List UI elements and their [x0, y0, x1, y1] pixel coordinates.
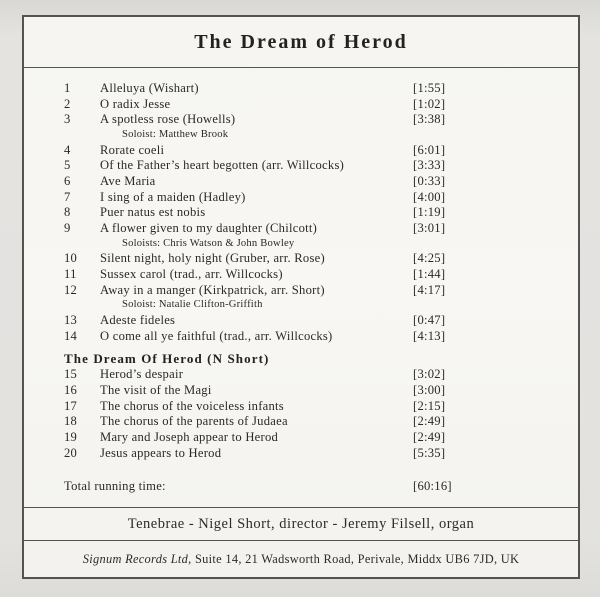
track-row	[64, 174, 570, 190]
track-time: [0:47]	[413, 312, 446, 327]
track-number: 20	[64, 445, 78, 460]
performers-credit: Tenebrae - Nigel Short, director - Jeremy Filsell, organ	[127, 515, 475, 532]
track-title: O come all ye faithful (trad., arr. Willcocks)	[100, 328, 333, 343]
track-row	[64, 267, 570, 283]
track-row	[64, 112, 570, 128]
track-number: 14	[64, 328, 78, 343]
tray-card	[22, 15, 580, 579]
track-row	[64, 329, 570, 345]
track-row	[64, 414, 570, 430]
track-title: Away in a manger (Kirkpatrick, arr. Short)	[100, 282, 325, 297]
track-title: Ave Maria	[100, 174, 156, 189]
track-time: [3:38]	[413, 112, 446, 127]
track-time: [1:02]	[413, 96, 446, 111]
track-time: [2:49]	[413, 430, 446, 445]
track-time: [4:00]	[413, 189, 446, 204]
track-time: [2:49]	[413, 414, 446, 429]
publisher-band	[24, 541, 578, 577]
track-row	[64, 383, 570, 399]
track-row	[64, 313, 570, 329]
track-time: [5:35]	[413, 445, 446, 460]
track-time: [4:17]	[413, 282, 446, 297]
track-row	[64, 283, 570, 299]
track-number: 2	[64, 96, 71, 111]
track-row	[64, 367, 570, 383]
track-time: [4:13]	[413, 328, 446, 343]
track-time: [2:15]	[413, 398, 446, 413]
track-number: 13	[64, 312, 78, 327]
track-number: 19	[64, 430, 78, 445]
track-title: Puer natus est nobis	[100, 205, 206, 220]
publisher-address: , Suite 14, 21 Wadsworth Road, Perivale, Middx UB6 7JD, UK	[188, 551, 520, 566]
soloist-credit: Soloist: Matthew Brook	[122, 129, 229, 141]
title-band	[24, 17, 578, 68]
track-row	[64, 205, 570, 221]
track-number: 5	[64, 158, 71, 173]
track-list-part2	[64, 367, 570, 461]
publisher-line	[83, 552, 520, 567]
track-number: 9	[64, 221, 71, 236]
track-title: Herod’s despair	[100, 367, 184, 382]
track-title: A flower given to my daughter (Chilcott)	[100, 221, 318, 236]
track-time: [3:00]	[413, 383, 446, 398]
track-number: 3	[64, 112, 71, 127]
track-time: [0:33]	[413, 174, 446, 189]
track-number: 6	[64, 174, 71, 189]
track-row	[64, 81, 570, 97]
track-row	[64, 97, 570, 113]
track-number: 4	[64, 142, 71, 157]
total-running-time-value: [60:16]	[413, 478, 452, 493]
track-time: [3:33]	[413, 158, 446, 173]
track-time: [4:25]	[413, 251, 446, 266]
track-row	[64, 158, 570, 174]
track-title: Jesus appears to Herod	[100, 445, 222, 460]
track-time: [1:44]	[413, 267, 446, 282]
track-number: 18	[64, 414, 78, 429]
track-number: 17	[64, 398, 78, 413]
track-number: 8	[64, 205, 71, 220]
section-heading: The Dream Of Herod (N Short)	[64, 351, 270, 367]
track-row	[64, 143, 570, 159]
soloist-credit: Soloist: Natalie Clifton-Griffith	[122, 299, 263, 311]
total-running-time-row	[64, 479, 570, 495]
track-title: Adeste fideles	[100, 312, 176, 327]
track-time: [6:01]	[413, 142, 446, 157]
track-title: A spotless rose (Howells)	[100, 112, 236, 127]
track-number: 7	[64, 189, 71, 204]
album-title: The Dream of Herod	[194, 30, 408, 53]
track-row	[64, 430, 570, 446]
track-number: 12	[64, 282, 78, 297]
credits-band	[24, 508, 578, 541]
publisher-name: Signum Records Ltd	[82, 551, 189, 566]
track-row	[64, 251, 570, 267]
track-list-part1	[64, 81, 570, 344]
track-title: Mary and Joseph appear to Herod	[100, 430, 279, 445]
soloist-credit: Soloists: Chris Watson & John Bowley	[122, 237, 295, 249]
track-number: 16	[64, 383, 78, 398]
track-number: 11	[64, 267, 77, 282]
track-title: O radix Jesse	[100, 96, 171, 111]
track-title: Alleluya (Wishart)	[100, 81, 199, 95]
track-title: Silent night, holy night (Gruber, arr. Rose)	[100, 251, 325, 266]
track-row	[64, 446, 570, 462]
track-time: [3:01]	[413, 221, 446, 236]
track-row	[64, 399, 570, 415]
track-time: [1:19]	[413, 205, 446, 220]
track-number: 1	[64, 81, 71, 95]
track-time: [3:02]	[413, 367, 446, 382]
track-row	[64, 190, 570, 206]
track-number: 15	[64, 367, 78, 382]
track-title: Rorate coeli	[100, 142, 165, 157]
track-title: The visit of the Magi	[100, 383, 212, 398]
track-title: The chorus of the voiceless infants	[100, 398, 284, 413]
track-number: 10	[64, 251, 78, 266]
track-list	[24, 68, 578, 508]
track-title: I sing of a maiden (Hadley)	[100, 189, 246, 204]
track-title: Of the Father’s heart begotten (arr. Willcocks)	[100, 158, 345, 173]
total-running-time-label: Total running time:	[64, 478, 166, 493]
track-time: [1:55]	[413, 81, 446, 95]
track-title: The chorus of the parents of Judaea	[100, 414, 288, 429]
track-row	[64, 221, 570, 237]
track-title: Sussex carol (trad., arr. Willcocks)	[100, 267, 283, 282]
